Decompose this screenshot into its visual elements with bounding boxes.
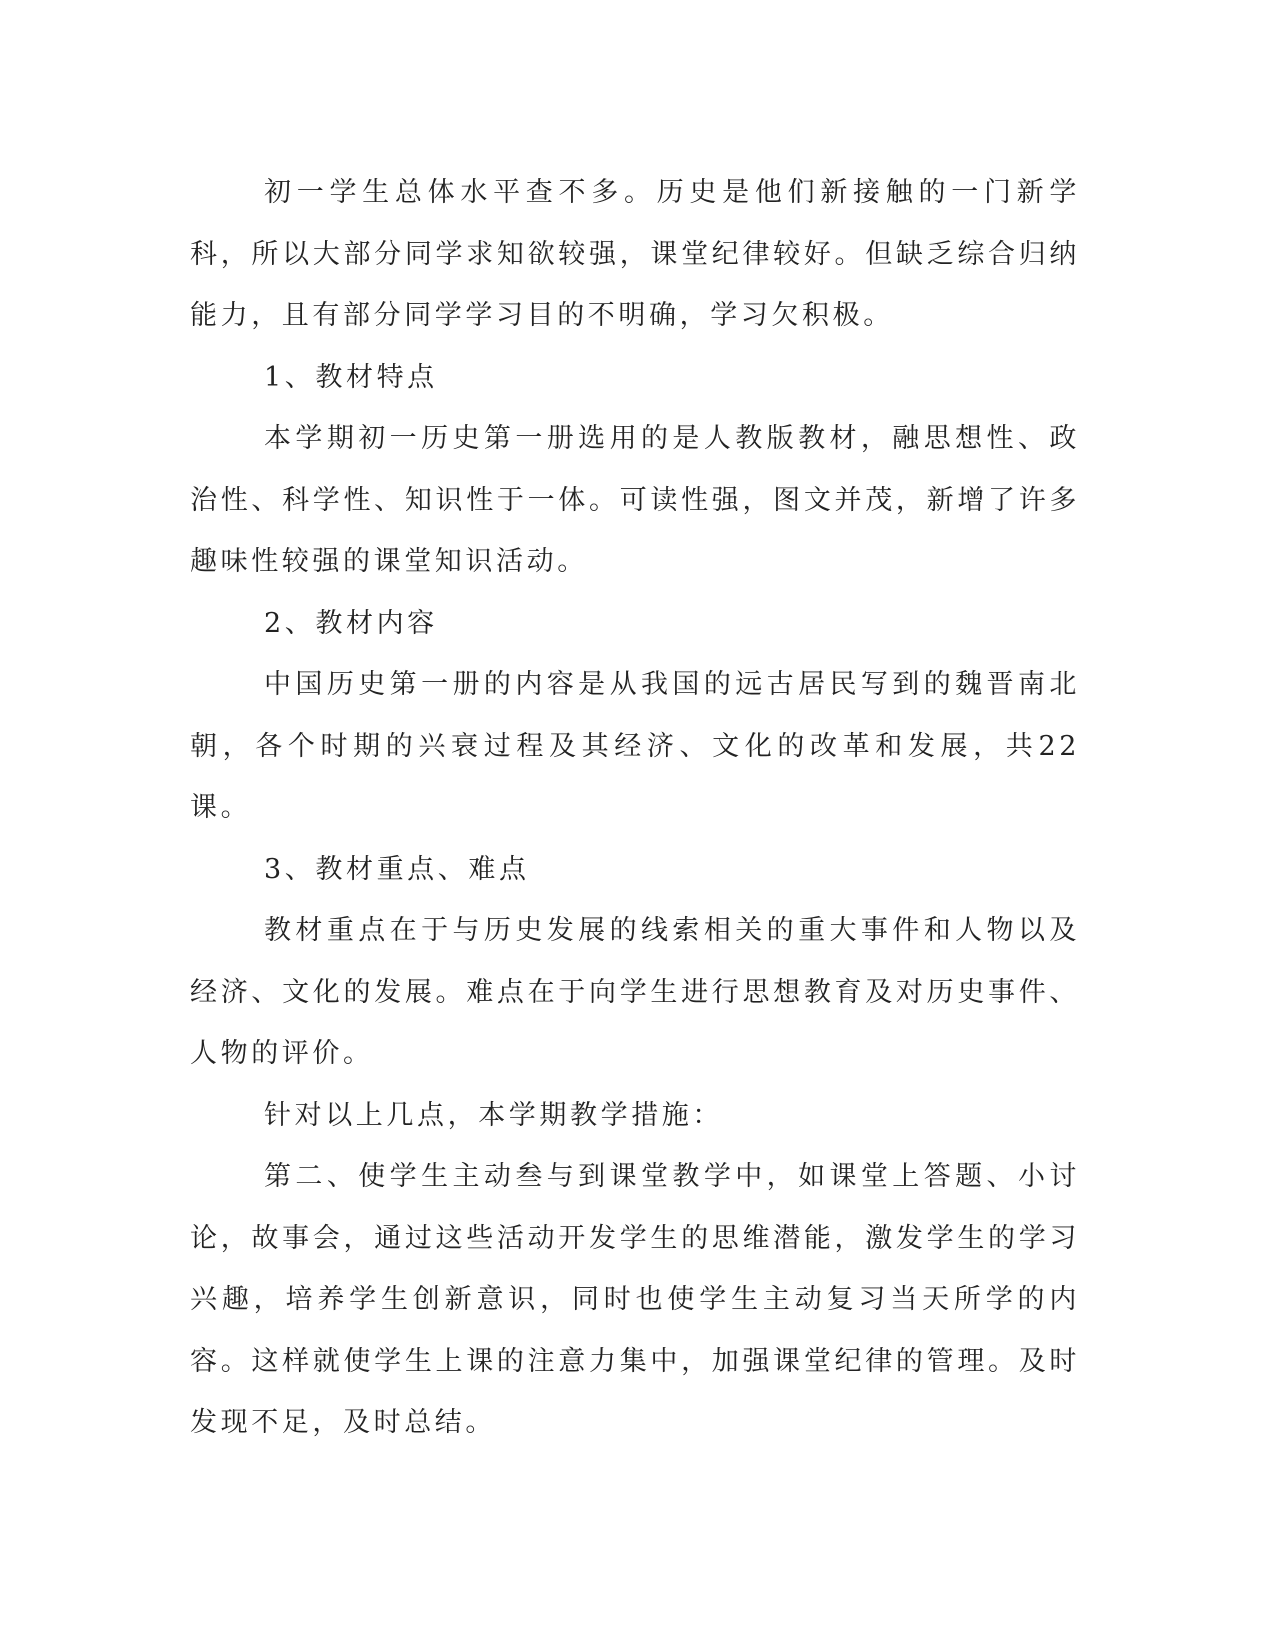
document-body (190, 162, 1080, 1454)
heading-textbook-features: 1、教材特点 (264, 361, 438, 393)
paragraph-measures-intro: 针对以上几点，本学期教学措施： (264, 1099, 723, 1131)
paragraph-key-points: 教材重点在于与历史发展的线索相关的重大事件和人物以及经济、文化的发展。难点在于向学生进行思想教育及对历史事件、人物的评价。 (190, 915, 1080, 1069)
heading-textbook-content: 2、教材内容 (264, 607, 438, 639)
paragraph-student-overview: 初一学生总体水平查不多。历史是他们新接触的一门新学科，所以大部分同学求知欲较强，课堂纪律较好。但缺乏综合归纳能力，且有部分同学学习目的不明确，学习欠积极。 (190, 177, 1080, 331)
paragraph-textbook-features: 本学期初一历史第一册选用的是人教版教材，融思想性、政治性、科学性、知识性于一体。可读性强，图文并茂，新增了许多趣味性较强的课堂知识活动。 (190, 423, 1080, 577)
paragraph-measure-two: 第二、使学生主动叁与到课堂教学中，如课堂上答题、小讨论，故事会，通过这些活动开发学生的思维潜能，激发学生的学习兴趣，培养学生创新意识，同时也使学生主动复习当天所学的内容。这样就使学生上课的注意力集中，加强课堂纪律的管理。及时发现不足，及时总结。 (190, 1161, 1080, 1438)
paragraph-textbook-content: 中国历史第一册的内容是从我国的远古居民写到的魏晋南北朝，各个时期的兴衰过程及其经济、文化的改革和发展，共22课。 (190, 669, 1080, 823)
heading-key-points: 3、教材重点、难点 (264, 853, 530, 885)
